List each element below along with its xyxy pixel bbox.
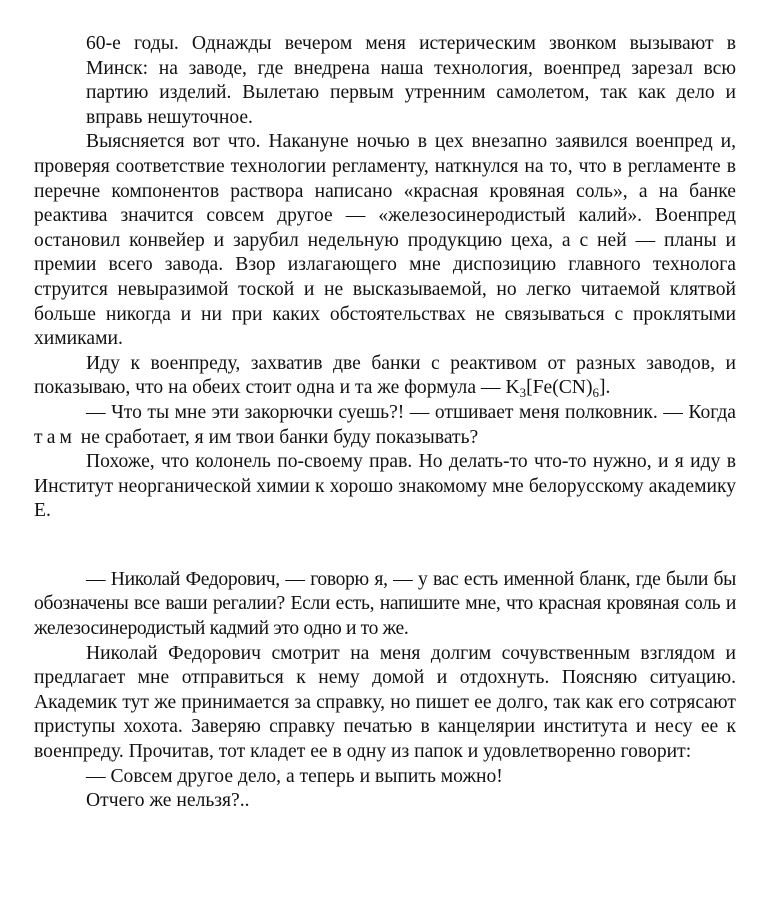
paragraph-5: Похоже, что колонель по-своему прав. Но делать-то что-то нужно, и я иду в Институт неорганической химии к хорошо знакомому мне белорусскому академику Е.	[34, 451, 736, 522]
paragraph-3-text: Иду к военпреду, захватив две банки с реактивом от разных заводов, и показываю, что на обеих стоит одна и та же формула —	[34, 352, 736, 399]
formula-k: K	[505, 377, 520, 399]
chemical-formula	[505, 377, 611, 401]
paragraph-4-after: не сработает, я им твои банки буду показывать?	[75, 426, 479, 448]
paragraph-7: Николай Федорович смотрит на меня долгим сочувственным взглядом и предлагает мне отправиться к нему домой и отдохнуть. Поясняю ситуацию. Академик тут же принимается за справку, но пишет ее долго, так как его сотрясают приступы хохота. Заверяю справку печатью в канцелярии института и несу ее к военпреду. Прочитав, тот кладет ее в одну из папок и удовлетворенно говорит:	[34, 642, 736, 763]
formula-middle: [Fe(CN)	[526, 377, 593, 399]
paragraph-3	[34, 352, 736, 401]
paragraph-6: — Николай Федорович, — говорю я, — у вас есть именной бланк, где были бы обозначены все ваши регалии? Если есть, напишите мне, что красная кровяная соль и железосинеродистый кадмий это одно и то же.	[34, 568, 736, 640]
paragraph-8: — Совсем другое дело, а теперь и выпить можно!	[86, 765, 503, 787]
formula-cn-subscript: 6	[592, 385, 599, 401]
paragraph-4-spaced-word: там	[34, 426, 76, 448]
formula-end: ].	[598, 377, 611, 399]
paragraph-4-before: — Что ты мне эти закорючки суешь?! — отшивает меня полковник. — Когда	[86, 401, 736, 423]
section-gap	[34, 524, 736, 568]
document-page	[34, 32, 736, 814]
paragraph-1: 60-е годы. Однажды вечером меня истерическим звонком вызывают в Минск: на заводе, где внедрена наша технология, военпред зарезал всю партию изделий. Вылетаю первым утренним самолетом, так как дело и вправь нешуточное.	[86, 33, 736, 128]
paragraph-4	[34, 401, 736, 450]
paragraph-2: Выясняется вот что. Накануне ночью в цех внезапно заявился военпред и, проверяя соответствие технологии регламенту, наткнулся на то, что в регламенте в перечне компонентов раствора написано «красная кровяная соль», а на банке реактива значится совсем другое — «железосинеродистый калий». Военпред остановил конвейер и зарубил недельную продукцию цеха, а с ней — планы и премии всего завода. Взор излагающего мне диспозицию главного технолога струится невыразимой тоской и не высказываемой, но легко читаемой клятвой больше никогда и ни при каких обстоятельствах не связываться с проклятыми химиками.	[34, 131, 736, 350]
paragraph-9: Отчего же нельзя?..	[86, 790, 250, 812]
formula-k-subscript: 3	[519, 385, 527, 401]
